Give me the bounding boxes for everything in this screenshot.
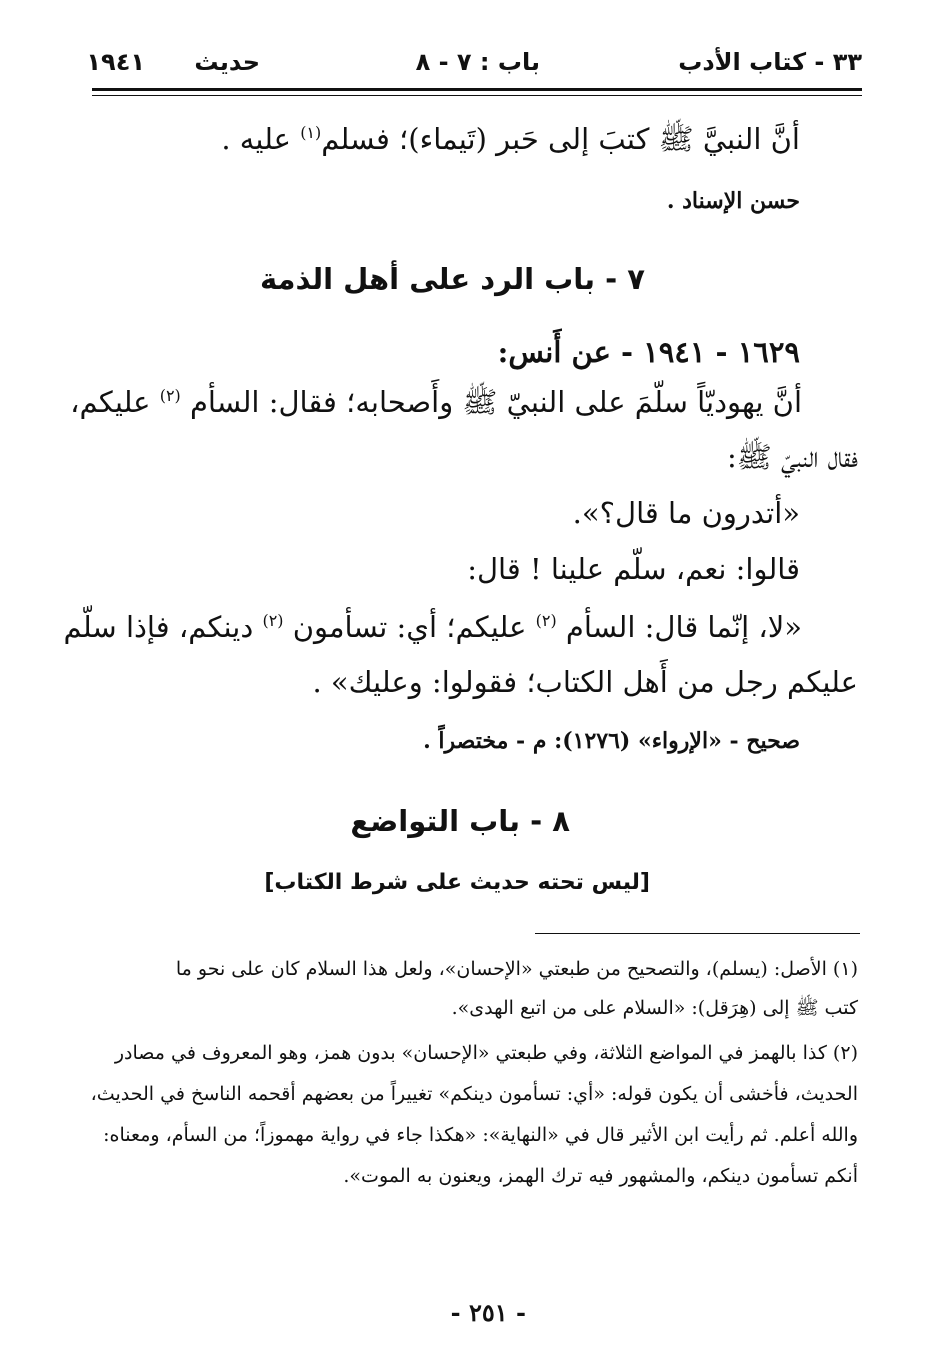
hadith-line-1a: أنَّ يهوديّاً سلّمَ على النبيّ ﷺ وأَصحابه؛ فقال: السأم	[189, 385, 802, 419]
chapter-note: [ليس تحته حديث على شرط الكتاب]	[264, 870, 650, 895]
hadith-grade: صحيح - «الإرواء» (١٢٧٦): م - مختصراً .	[423, 728, 800, 754]
hadith-line-4: قالوا: نعم، سلّم علينا ! قال:	[467, 552, 800, 586]
page-number: - ٢٥١ -	[450, 1298, 526, 1327]
footnote-marker: (٢)	[262, 610, 284, 630]
hadith-line-3: «أتدرون ما قال؟».	[572, 496, 800, 530]
prev-hadith-line: أنَّ النبيَّ ﷺ كتبَ إلى حَبر (تَيماء)؛ فسلم	[321, 122, 800, 156]
hadith-line-6: عليكم رجل من أَهل الكتاب؛ فقولوا: وعليك» .	[312, 665, 858, 699]
header-section: باب : ٧ - ٨	[415, 48, 540, 76]
hadith-line-1b: عليكم،	[70, 385, 151, 419]
footnote-2-line-3: والله أعلم. ثم رأيت ابن الأثير قال في «النهاية»: «هكذا جاء في رواية مهموزاً؛ من السأم، ومعناه:	[103, 1124, 858, 1146]
header-hadith-number: ١٩٤١	[86, 48, 145, 76]
header-rule-thick	[92, 88, 862, 91]
header-chapter-title: ٣٣ - كتاب الأدب	[678, 48, 862, 76]
hadith-line-5b: عليكم؛ أي: تسأمون	[292, 610, 527, 644]
hadith-line-1	[70, 385, 802, 427]
prev-hadith-grade: حسن الإسناد .	[666, 188, 800, 214]
footnote-2-line-4: أنكم تسأمون دينكم، والمشهور فيه ترك الهمز، ويعنون به الموت».	[343, 1165, 858, 1187]
header-hadith-label: حديث	[194, 48, 260, 76]
footnote-marker: (٢)	[159, 385, 181, 405]
chapter-heading-8: ٨ - باب التواضع	[350, 804, 570, 838]
prev-hadith-end: عليه .	[221, 122, 291, 156]
hadith-line-5c: دينكم، فإذا سلّم	[63, 610, 254, 644]
hadith-line-5a: «لا، إنّما قال: السأم	[565, 610, 802, 644]
chapter-heading-7: ٧ - باب الرد على أهل الذمة	[259, 262, 645, 296]
hadith-line-5	[64, 610, 802, 644]
hadith-reference: ١٦٢٩ - ١٩٤١ - عن أَنس:	[497, 335, 800, 369]
footnote-marker: (١)	[300, 122, 322, 142]
prev-hadith-text	[221, 122, 800, 164]
hadith-line-2: فقال النبيّ ﷺ:	[727, 440, 858, 474]
footnote-2-line-2: الحديث، فأخشى أن يكون قوله: «أي: تسأمون دينكم» تغييراً من بعضهم أقحمه الناسخ في الحديث،	[90, 1083, 858, 1105]
footnote-2-line-1: (٢) كذا بالهمز في المواضع الثلاثة، وفي طبعتي «الإحسان» بدون همز، وهو المعروف في مصادر	[114, 1042, 858, 1064]
header-rule-thin	[92, 95, 862, 96]
footnote-separator	[535, 933, 860, 934]
footnote-1-line-1: (١) الأصل: (يسلم)، والتصحيح من طبعتي «الإحسان»، ولعل هذا السلام كان على نحو ما	[175, 958, 858, 980]
footnote-marker: (٢)	[535, 610, 557, 630]
footnote-1-line-2: كتب ﷺ إلى (هِرَقل): «السلام على من اتبع الهدى».	[451, 997, 858, 1019]
